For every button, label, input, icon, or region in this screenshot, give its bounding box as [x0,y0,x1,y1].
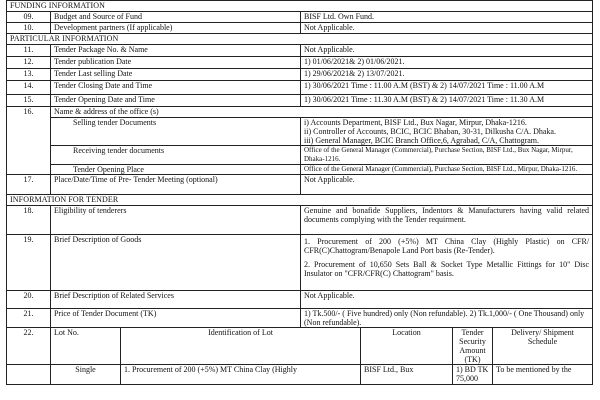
row-number: 12. [7,57,51,69]
row-17 [7,175,593,195]
opening-place-label: Tender Opening Place [51,165,301,175]
row-19 [7,235,593,291]
lot-security: 1) BD TK 75,000 [453,365,493,385]
section-funding [7,1,593,12]
row-label: Tender Package No. & Name [51,45,301,57]
row-label: Price of Tender Document (TK) [51,309,301,328]
row-label: Tender Closing Date and Time [51,81,301,95]
row-22-lot [7,365,593,385]
row-18 [7,206,593,235]
row-number: 16. [7,107,51,175]
row-number: 15. [7,95,51,107]
row-number: 13. [7,69,51,81]
goods-item-2: 2. Procurement of 10,650 Sets Ball & Socket Type Metallic Fittings for 10" Disc Insulator on "CFR/CFR(C) Chattogram" basis. [304,260,590,278]
lot-header: Lot No. [51,328,121,365]
goods-item-1: 1. Procurement of 200 (+5%) MT China Clay (Highly Plastic) on CFR/ CFR(C)Chattogram/Benapole Land Port basis (Re-Tender). [304,237,590,255]
row-14 [7,81,593,95]
tender-notice-table [6,0,593,385]
opening-place-office: Office of the General Manager (Commercial), Purchase Section, BISF Ltd., Mirpur, Dhaka-1216. [301,165,593,175]
row-value: 1) Tk.500/- ( Five hundred) only (Non refundable). 2) Tk.1,000/- ( One Thousand) only (Non refundable). [301,309,593,328]
row-number: 10. [7,23,51,34]
row-label: Tender Last selling Date [51,69,301,81]
tender-notice-page [6,0,594,400]
row-number: 11. [7,45,51,57]
row-13 [7,69,593,81]
row-label: Development partners (If applicable) [51,23,301,34]
row-label: Brief Description of Related Services [51,291,301,309]
row-label: Eligibility of tenderers [51,206,301,235]
row-value: BISF Ltd. Own Fund. [301,12,593,23]
row-number: 20. [7,291,51,309]
row-value: 1) 30/06/2021 Time : 11.00 A.M (BST) & 2) 14/07/2021 Time : 11.00 A.M [301,81,593,95]
location-header: Location [361,328,453,365]
selling-office-2: ii) Controller of Accounts, BCIC, BCIC Bhaban, 30-31, Dilkusha C/A. Dhaka. [304,127,556,136]
section-title: PARTICULAR INFORMATION [7,34,593,45]
row-12 [7,57,593,69]
delivery-header: Delivery/ Shipment Schedule [493,328,593,365]
row-16-selling [7,118,593,146]
goods-description [301,235,593,291]
row-09 [7,12,593,23]
row-value: Not Applicable. [301,175,593,195]
row-value: Not Applicable. [301,23,593,34]
row-label: Tender Opening Date and Time [51,95,301,107]
row-number: 21. [7,309,51,328]
row-11 [7,45,593,57]
row-16-receiving [7,146,593,165]
selling-documents-offices [301,118,593,146]
row-10 [7,23,593,34]
section-tender [7,195,593,206]
row-number: 14. [7,81,51,95]
receiving-documents-label: Receiving tender documents [51,146,301,165]
receiving-documents-office: Office of the General Manager (Commercial), Purchase Section, BISF Ltd., Bux Nagar, Mirpur, Dhaka-1216. [301,146,593,165]
section-title: FUNDING INFORMATION [7,1,593,12]
row-label: Name & address of the office (s) [51,107,593,118]
row-value: Genuine and bonafide Suppliers, Indentors & Manufacturers having valid related documents complying with the Tender requirment. [301,206,593,235]
lot-location: BISF Ltd., Bux [361,365,453,385]
row-21 [7,309,593,328]
row-15 [7,95,593,107]
selling-documents-label: Selling tender Documents [51,118,301,146]
row-value: Not Applicable. [301,45,593,57]
security-header: Tender Security Amount (TK) [453,328,493,365]
selling-office-1: i) Accounts Department, BISF Ltd., Bux Nagar, Mirpur, Dhaka-1216. [304,118,527,127]
row-16-opening [7,165,593,175]
row-number: 19. [7,235,51,291]
lot-delivery: To be mentioned by the [493,365,593,385]
row-number: 09. [7,12,51,23]
row-value: 1) 30/06/2021 Time : 11.30 A.M (BST) & 2) 14/07/2021 Time : 11.30 A.M [301,95,593,107]
section-title: INFORMATION FOR TENDER [7,195,593,206]
identification-header: Identification of Lot [121,328,361,365]
row-16 [7,107,593,118]
lot-number: Single [51,365,121,385]
row-value: Not Applicable. [301,291,593,309]
lot-identification: 1. Procurement of 200 (+5%) MT China Clay (Highly [121,365,361,385]
row-number: 17. [7,175,51,195]
row-22-header [7,328,593,365]
row-value: 1) 01/06/2021& 2) 01/06/2021. [301,57,593,69]
row-label: Place/Date/Time of Pre- Tender Meeting (optional) [51,175,301,195]
row-label: Budget and Source of Fund [51,12,301,23]
row-label: Tender publication Date [51,57,301,69]
row-number [7,365,51,385]
row-20 [7,291,593,309]
section-particular [7,34,593,45]
row-number: 22. [7,328,51,365]
row-label: Brief Description of Goods [51,235,301,291]
row-number: 18. [7,206,51,235]
selling-office-3: iii) General Manager, BCIC Branch Office,6, Agrabad, C/A, Chattogram. [304,136,540,145]
row-value: 1) 29/06/2021& 2) 13/07/2021. [301,69,593,81]
